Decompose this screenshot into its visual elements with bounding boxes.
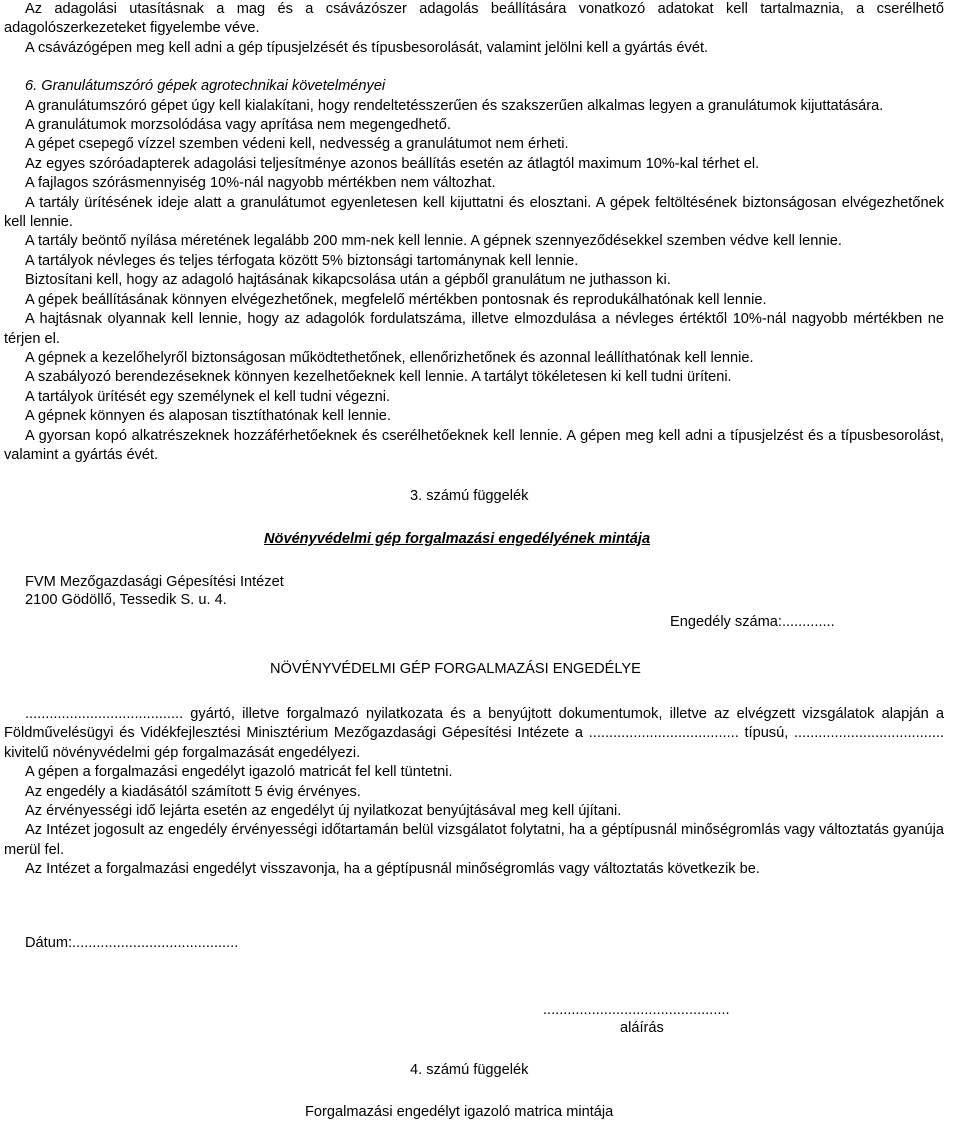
paragraph: A tartályok névleges és teljes térfogata között 5% biztonsági tartománynak kell lennie. — [25, 252, 579, 269]
paragraph: Az érvényességi idő lejárta esetén az engedélyt új nyilatkozat benyújtásával meg kell újítani. — [25, 803, 622, 820]
paragraph: A szabályozó berendezéseknek könnyen kezelhetőeknek kell lennie. A tartályt tökéletesen ki kell tudni üríteni. — [25, 369, 732, 386]
institute-name: FVM Mezőgazdasági Gépesítési Intézet — [25, 574, 284, 590]
permit-title: NÖVÉNYVÉDELMI GÉP FORGALMAZÁSI ENGEDÉLYE — [270, 661, 641, 677]
paragraph: A granulátumok morzsolódása vagy aprítása nem megengedhető. — [25, 117, 451, 134]
paragraph: A gépek beállításának könnyen elvégezhetőnek, megfelelő mértékben pontosnak és reprodukálhatónak kell lennie. — [25, 291, 767, 308]
paragraph: A tartály beöntő nyílása méretének legalább 200 mm-nek kell lennie. A gépnek szennyeződésekkel szemben védve kell lennie. — [25, 233, 842, 250]
paragraph: A gépnek a kezelőhelyről biztonságosan működtethetőnek, ellenőrizhetőnek és azonnal leállíthatónak kell lennie. — [25, 349, 754, 366]
paragraph: Az adagolási utasításnak a mag és a csávázószer adagolás beállítására vonatkozó adatokat kell tartalmaznia, a cserélhető adagolószerkezeteket figyelembe véve. — [4, 1, 944, 37]
paragraph: A gyorsan kopó alkatrészeknek hozzáférhetőeknek és cserélhetőeknek kell lennie. A gépen meg kell adni a típusjelzést és a típusbesorolást, valamint a gyártás évét. — [4, 427, 944, 463]
paragraph: Az Intézet jogosult az engedély érvényességi időtartamán belül vizsgálatot folytatni, ha a géptípusnál minőségromlás vagy változtatás gyanúja merül fel. — [4, 822, 944, 858]
date-field: Dátum:......................................... — [25, 935, 239, 951]
paragraph: A gépnek könnyen és alaposan tisztíthatónak kell lennie. — [25, 408, 391, 425]
paragraph: A hajtásnak olyannak kell lennie, hogy az adagolók fordulatszáma, illetve elmozdulása a névleges értéktől 10%-nál nagyobb mértékben ne térjen el. — [4, 311, 944, 347]
appendix-4-label: 4. számú függelék — [410, 1062, 529, 1078]
paragraph: A fajlagos szórásmennyiség 10%-nál nagyobb mértékben nem változhat. — [25, 175, 496, 192]
signature-line: .............................................. — [543, 1002, 730, 1018]
paragraph: A csávázógépen meg kell adni a gép típusjelzését és típusbesorolását, valamint jelölni kell a gyártás évét. — [25, 39, 709, 56]
paragraph: Biztosítani kell, hogy az adagoló hajtásának kikapcsolása után a gépből granulátum ne juthasson ki. — [25, 272, 671, 289]
paragraph: A granulátumszóró gépet úgy kell kialakítani, hogy rendeltetésszerűen és szakszerűen alkalmas legyen a granulátumok kijuttatására. — [25, 97, 884, 114]
institute-block — [25, 573, 284, 609]
paragraph: Az egyes szóróadapterek adagolási teljesítménye azonos beállítás esetén az átlagtól maximum 10%-kal térhet el. — [25, 155, 760, 172]
paragraph: ....................................... gyártó, illetve forgalmazó nyilatkozata és a benyújtott dokumentumok, illetve az elvégzett vizsgálatok alapján a Földművelésügyi és Vidékfejlesztési Minisztérium Mezőgazdasági Gépesítési Intézete a ..................................... típusú, ..................................... kivitelű növényvédelmi gép forgalmazását engedélyezi. — [4, 706, 944, 761]
paragraph: A gépet csepegő vízzel szemben védeni kell, nedvesség a granulátumot nem érheti. — [25, 136, 569, 153]
paragraph: Az engedély a kiadásától számított 5 évig érvényes. — [25, 783, 361, 800]
paragraph: A gépen a forgalmazási engedélyt igazoló matricát fel kell tüntetni. — [25, 764, 453, 781]
section-heading: 6. Granulátumszóró gépek agrotechnikai követelményei — [25, 78, 386, 95]
paragraph: A tartály ürítésének ideje alatt a granulátumot egyenletesen kell kijuttatni és elosztani. A gépek feltöltésének biztonságosan elvégezhetőnek kell lennie. — [4, 194, 944, 231]
appendix-4-title: Forgalmazási engedélyt igazoló matrica mintája — [305, 1104, 614, 1120]
paragraph: Az Intézet a forgalmazási engedélyt visszavonja, ha a géptípusnál minőségromlás vagy változtatás következik be. — [25, 861, 760, 878]
document-page — [4, 0, 944, 465]
paragraph: A tartályok ürítését egy személynek el kell tudni végezni. — [25, 388, 391, 405]
institute-address: 2100 Gödöllő, Tessedik S. u. 4. — [25, 592, 227, 608]
signature-label: aláírás — [620, 1020, 664, 1036]
permit-number: Engedély száma:............. — [670, 614, 835, 630]
appendix-3-label: 3. számú függelék — [410, 488, 529, 504]
permit-body — [4, 705, 944, 880]
appendix-3-title: Növényvédelmi gép forgalmazási engedélyének mintája — [264, 531, 651, 547]
